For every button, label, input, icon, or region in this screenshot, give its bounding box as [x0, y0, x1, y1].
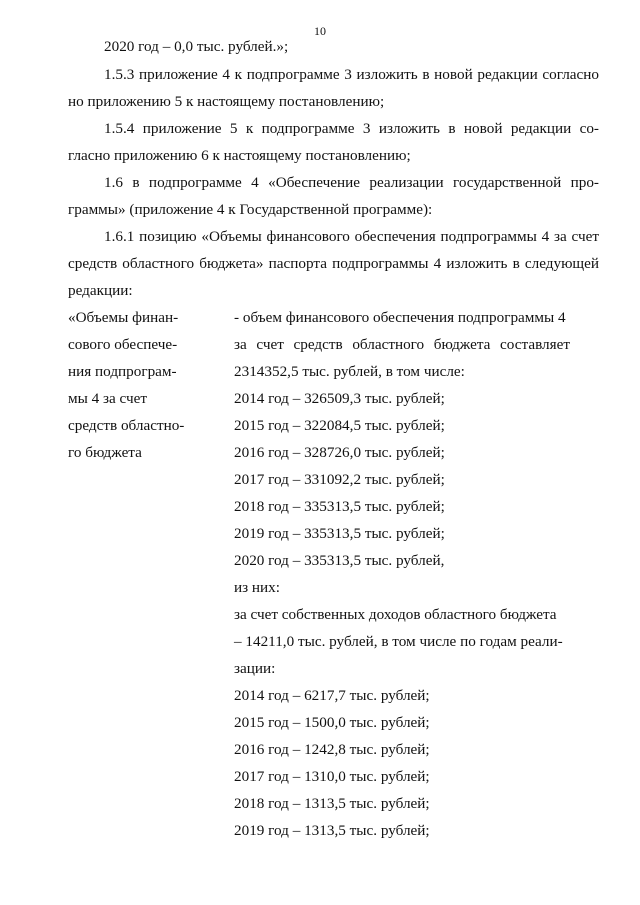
- right-column-line: из них:: [234, 579, 280, 596]
- text-line: редакции:: [68, 282, 133, 299]
- left-column-line: средств областно-: [68, 417, 185, 434]
- right-column-line: - объем финансового обеспечения подпрограммы 4: [234, 309, 566, 326]
- right-column-line: 2018 год – 1313,5 тыс. рублей;: [234, 795, 430, 812]
- left-column-line: ния подпрограм-: [68, 363, 177, 380]
- right-column-line: 2016 год – 1242,8 тыс. рублей;: [234, 741, 430, 758]
- right-column-line: 2014 год – 6217,7 тыс. рублей;: [234, 687, 430, 704]
- text-line: но приложению 5 к настоящему постановлению;: [68, 93, 385, 110]
- right-column-line: 2018 год – 335313,5 тыс. рублей;: [234, 498, 445, 515]
- text-line: граммы» (приложение 4 к Государственной программе):: [68, 201, 433, 218]
- right-column-line: зации:: [234, 660, 276, 677]
- left-column-line: «Объемы финан-: [68, 309, 179, 326]
- left-column-line: мы 4 за счет: [68, 390, 147, 407]
- right-column-line: 2017 год – 1310,0 тыс. рублей;: [234, 768, 430, 785]
- left-column-line: го бюджета: [68, 444, 142, 461]
- right-column-line: 2019 год – 335313,5 тыс. рублей;: [234, 525, 445, 542]
- right-column-line: 2017 год – 331092,2 тыс. рублей;: [234, 471, 445, 488]
- right-column-line: за счет собственных доходов областного бюджета: [234, 606, 557, 623]
- text-line: 1.5.3 приложение 4 к подпрограмме 3 изложить в новой редакции согласно: [104, 66, 599, 83]
- text-line: 1.5.4 приложение 5 к подпрограмме 3 изложить в новой редакции со-: [104, 120, 599, 137]
- text-line: 2020 год – 0,0 тыс. рублей.»;: [104, 38, 289, 55]
- right-column-line: – 14211,0 тыс. рублей, в том числе по годам реали-: [234, 633, 563, 650]
- right-column-line: за счет средств областного бюджета составляет: [234, 336, 570, 353]
- right-column-line: 2015 год – 1500,0 тыс. рублей;: [234, 714, 430, 731]
- right-column-line: 2020 год – 335313,5 тыс. рублей,: [234, 552, 445, 569]
- right-column-line: 2314352,5 тыс. рублей, в том числе:: [234, 363, 465, 380]
- page-number: 10: [314, 24, 326, 38]
- right-column-line: 2015 год – 322084,5 тыс. рублей;: [234, 417, 445, 434]
- right-column-line: 2014 год – 326509,3 тыс. рублей;: [234, 390, 445, 407]
- text-line: 1.6 в подпрограмме 4 «Обеспечение реализации государственной про-: [104, 174, 599, 191]
- text-line: 1.6.1 позицию «Объемы финансового обеспечения подпрограммы 4 за счет: [104, 228, 599, 245]
- left-column-line: сового обеспече-: [68, 336, 178, 353]
- right-column-line: 2016 год – 328726,0 тыс. рублей;: [234, 444, 445, 461]
- text-line: гласно приложению 6 к настоящему постановлению;: [68, 147, 411, 164]
- right-column-line: 2019 год – 1313,5 тыс. рублей;: [234, 822, 430, 839]
- text-line: средств областного бюджета» паспорта подпрограммы 4 изложить в следующей: [68, 255, 599, 272]
